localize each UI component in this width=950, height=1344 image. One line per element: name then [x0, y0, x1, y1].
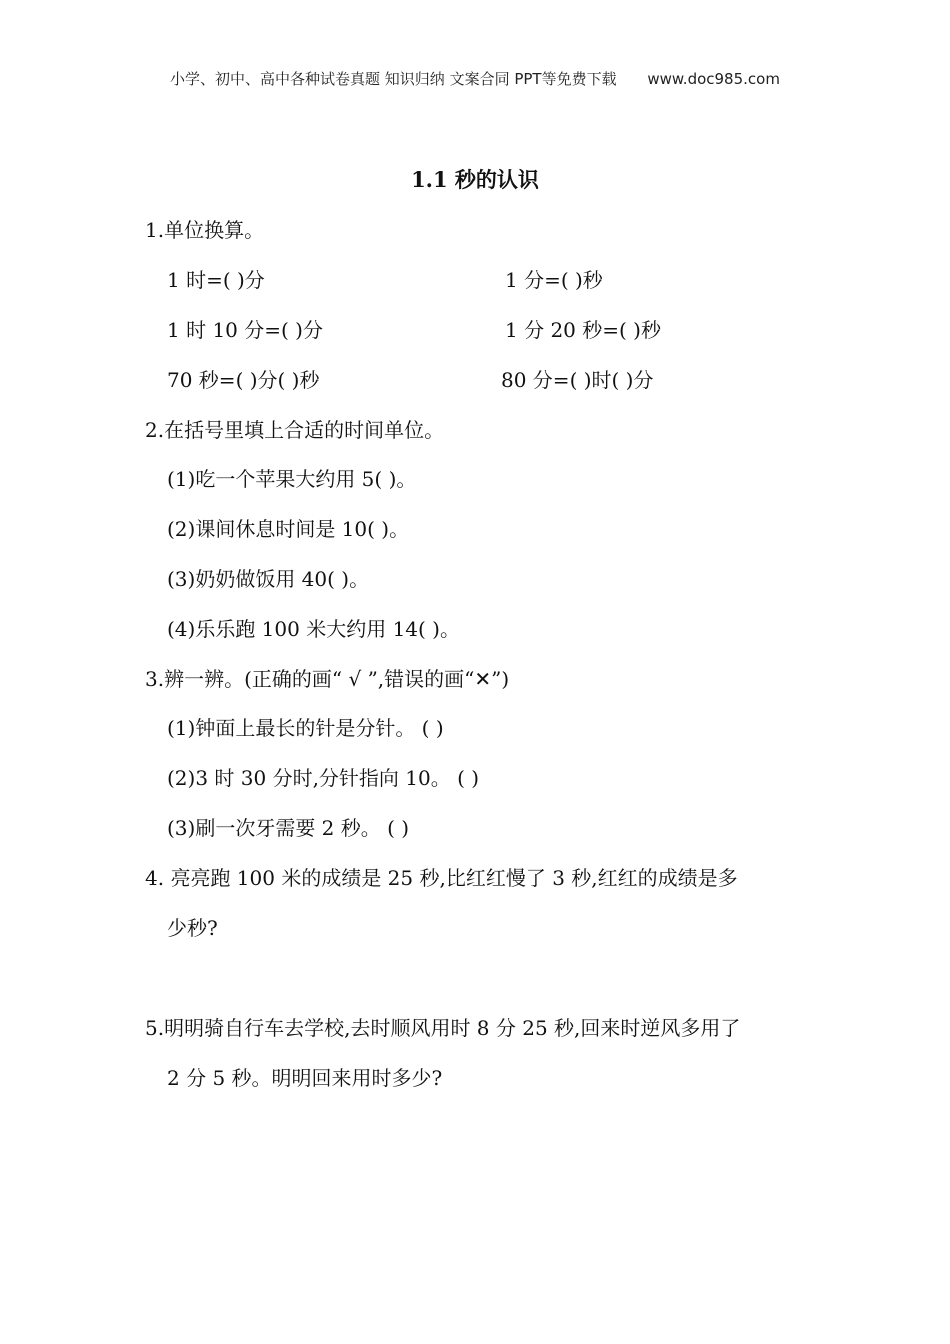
q3-item-3: (3)刷一次牙需要 2 秒。 ( ) — [167, 816, 410, 840]
q3-item-2: (2)3 时 30 分时,分针指向 10。 ( ) — [167, 766, 480, 790]
q2-item-3: (3)奶奶做饭用 40( )。 — [167, 567, 370, 591]
q3-item-1: (1)钟面上最长的针是分针。 ( ) — [167, 716, 444, 740]
question-2-title: 2.在括号里填上合适的时间单位。 — [145, 418, 445, 442]
q2-item-1: (1)吃一个苹果大约用 5( )。 — [167, 467, 417, 491]
q1-row1-right: 1 分=( )秒 — [505, 268, 603, 292]
q2-item-2: (2)课间休息时间是 10( )。 — [167, 517, 410, 541]
q2-item-4: (4)乐乐跑 100 米大约用 14( )。 — [167, 617, 460, 641]
question-3-title: 3.辨一辨。(正确的画“ √ ”,错误的画“✕”) — [145, 667, 510, 691]
header-site: www.doc985.com — [647, 70, 780, 88]
q1-row3-left: 70 秒=( )分( )秒 — [167, 368, 320, 392]
page-title: 1.1 秒的认识 — [411, 167, 539, 192]
question-4-line1: 4. 亮亮跑 100 米的成绩是 25 秒,比红红慢了 3 秒,红红的成绩是多 — [145, 866, 738, 890]
question-5-line2: 2 分 5 秒。明明回来用时多少? — [167, 1066, 443, 1090]
q1-row3-right: 80 分=( )时( )分 — [501, 368, 654, 392]
page-header — [0, 68, 950, 89]
question-4-line2: 少秒? — [167, 916, 218, 940]
header-text: 小学、初中、高中各种试卷真题 知识归纳 文案合同 PPT等免费下载 — [170, 70, 617, 88]
q1-row1-left: 1 时=( )分 — [167, 268, 265, 292]
q1-row2-left: 1 时 10 分=( )分 — [167, 318, 323, 342]
question-1-title: 1.单位换算。 — [145, 218, 265, 242]
q1-row2-right: 1 分 20 秒=( )秒 — [505, 318, 661, 342]
question-5-line1: 5.明明骑自行车去学校,去时顺风用时 8 分 25 秒,回来时逆风多用了 — [145, 1016, 741, 1040]
